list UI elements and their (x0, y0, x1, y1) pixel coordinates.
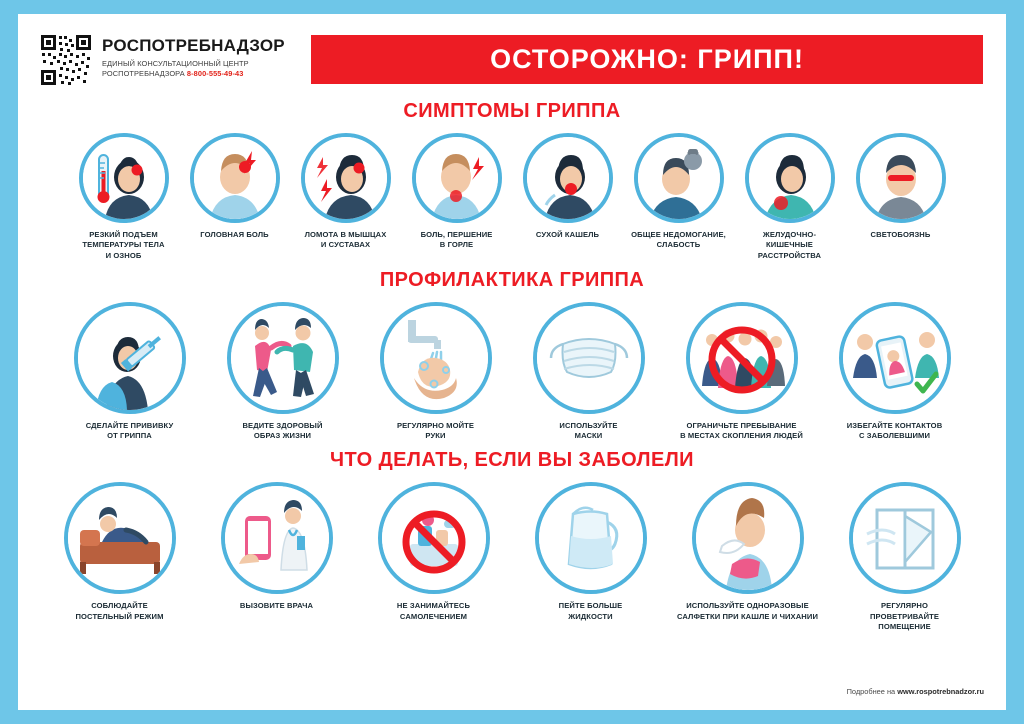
photophobia-man-icon (856, 133, 946, 223)
prevention-label: ИЗБЕГАЙТЕ КОНТАКТОВ С ЗАБОЛЕВШИМИ (846, 420, 943, 440)
action-label: РЕГУЛЯРНО ПРОВЕТРИВАЙТЕ ПОМЕЩЕНИЕ (869, 601, 940, 631)
symptom-label: ГОЛОВНАЯ БОЛЬ (200, 230, 269, 239)
poster-header (18, 14, 1006, 86)
action-label: ИСПОЛЬЗУЙТЕ ОДНОРАЗОВЫЕ САЛФЕТКИ ПРИ КАШЛЕ И ЧИХАНИИ (676, 601, 819, 621)
wash-hands-icon (380, 302, 492, 414)
symptom-label: РЕЗКИЙ ПОДЪЕМ ТЕМПЕРАТУРЫ ТЕЛА И ОЗНОБ (82, 230, 165, 260)
muscle-ache-woman-icon (301, 133, 391, 223)
headache-man-icon (190, 133, 280, 223)
sore-throat-man-icon (412, 133, 502, 223)
prevention-item (825, 302, 964, 442)
stomach-upset-woman-icon (745, 133, 835, 223)
symptom-label: БОЛЬ, ПЕРШЕНИЕ В ГОРЛЕ (420, 230, 493, 250)
vaccination-syringe-icon (74, 302, 186, 414)
healthy-lifestyle-exercise-icon (227, 302, 339, 414)
org-subtitle (102, 59, 285, 79)
section-title-symptoms: СИМПТОМЫ ГРИППА (403, 100, 621, 122)
poster (18, 14, 1006, 710)
hotline-phone: 8-800-555-49-43 (186, 68, 244, 78)
symptom-label: ЖЕЛУДОЧНО-КИШЕЧНЫЕ РАССТРОЙСТВА (757, 230, 822, 260)
prevention-label: ОГРАНИЧЬТЕ ПРЕБЫВАНИЕ В МЕСТАХ СКОПЛЕНИЯ ЛЮДЕЙ (680, 420, 803, 440)
symptom-item (740, 133, 839, 261)
footer-note (847, 687, 984, 696)
action-item (362, 482, 505, 622)
call-doctor-icon (221, 482, 333, 594)
symptom-item (74, 133, 173, 261)
symptom-label: СВЕТОБОЯЗНЬ (870, 230, 931, 239)
no-crowds-icon (686, 302, 798, 414)
action-item (205, 482, 348, 611)
prevention-item (60, 302, 199, 442)
symptom-item (629, 133, 728, 251)
prevention-label: ВЕДИТЕ ЗДОРОВЫЙ ОБРАЗ ЖИЗНИ (242, 420, 323, 440)
symptom-item (518, 133, 617, 240)
poster-title-bar (311, 35, 983, 84)
symptom-item (851, 133, 950, 240)
prevention-label: ИСПОЛЬЗУЙТЕ МАСКИ (559, 420, 618, 440)
footer-note-url: www.rospotrebnadzor.ru (897, 687, 984, 696)
symptom-item (407, 133, 506, 251)
symptom-item (296, 133, 395, 251)
action-label: ВЫЗОВИТЕ ВРАЧА (239, 601, 314, 611)
poster-title: ОСТОРОЖНО: ГРИПП! (490, 44, 804, 74)
org-subtitle-line1: ЕДИНЫЙ КОНСУЛЬТАЦИОННЫЙ ЦЕНТР (102, 59, 249, 68)
prevention-row (18, 302, 1006, 442)
ventilate-room-window-icon (849, 482, 961, 594)
action-label: СОБЛЮДАЙТЕ ПОСТЕЛЬНЫЙ РЕЖИМ (75, 601, 164, 621)
symptom-label: ОБЩЕЕ НЕДОМОГАНИЕ, СЛАБОСТЬ (631, 230, 726, 250)
dry-cough-woman-icon (523, 133, 613, 223)
section-title-prevention: ПРОФИЛАКТИКА ГРИППА (379, 268, 645, 291)
thermometer-woman-icon (79, 133, 169, 223)
prevention-item (213, 302, 352, 442)
drink-fluids-jug-icon (535, 482, 647, 594)
disposable-tissues-icon (692, 482, 804, 594)
symptom-label: СУХОЙ КАШЕЛЬ (535, 230, 600, 239)
symptom-item (185, 133, 284, 240)
action-item (48, 482, 191, 622)
org-subtitle-line2: РОСПОТРЕБНАДЗОРА 8-800-555-49-43 (102, 68, 244, 78)
symptoms-row (18, 133, 1006, 261)
face-mask-icon (533, 302, 645, 414)
prevention-item (366, 302, 505, 442)
action-label: ПЕЙТЕ БОЛЬШЕ ЖИДКОСТИ (558, 601, 623, 621)
org-name: РОСПОТРЕБНАДЗОР (102, 36, 285, 55)
action-item (833, 482, 976, 632)
weakness-man-weight-icon (634, 133, 724, 223)
prevention-label: СДЕЛАЙТЕ ПРИВИВКУ ОТ ГРИППА (85, 420, 174, 440)
action-item (676, 482, 819, 622)
action-label: НЕ ЗАНИМАЙТЕСЬ САМОЛЕЧЕНИЕМ (396, 601, 471, 621)
bed-rest-icon (64, 482, 176, 594)
symptom-label: ЛОМОТА В МЫШЦАХ И СУСТАВАХ (304, 230, 387, 250)
prevention-label: РЕГУЛЯРНО МОЙТЕ РУКИ (396, 420, 475, 440)
action-item (519, 482, 662, 622)
actions-row (18, 482, 1006, 632)
qr-code-icon (40, 34, 92, 86)
footer-note-prefix: Подробнее на (846, 687, 898, 696)
no-self-medication-icon (378, 482, 490, 594)
prevention-item (672, 302, 811, 442)
avoid-sick-contacts-phone-icon (839, 302, 951, 414)
prevention-item (519, 302, 658, 442)
section-title-actions: ЧТО ДЕЛАТЬ, ЕСЛИ ВЫ ЗАБОЛЕЛИ (330, 449, 694, 472)
brand-block (102, 36, 285, 79)
